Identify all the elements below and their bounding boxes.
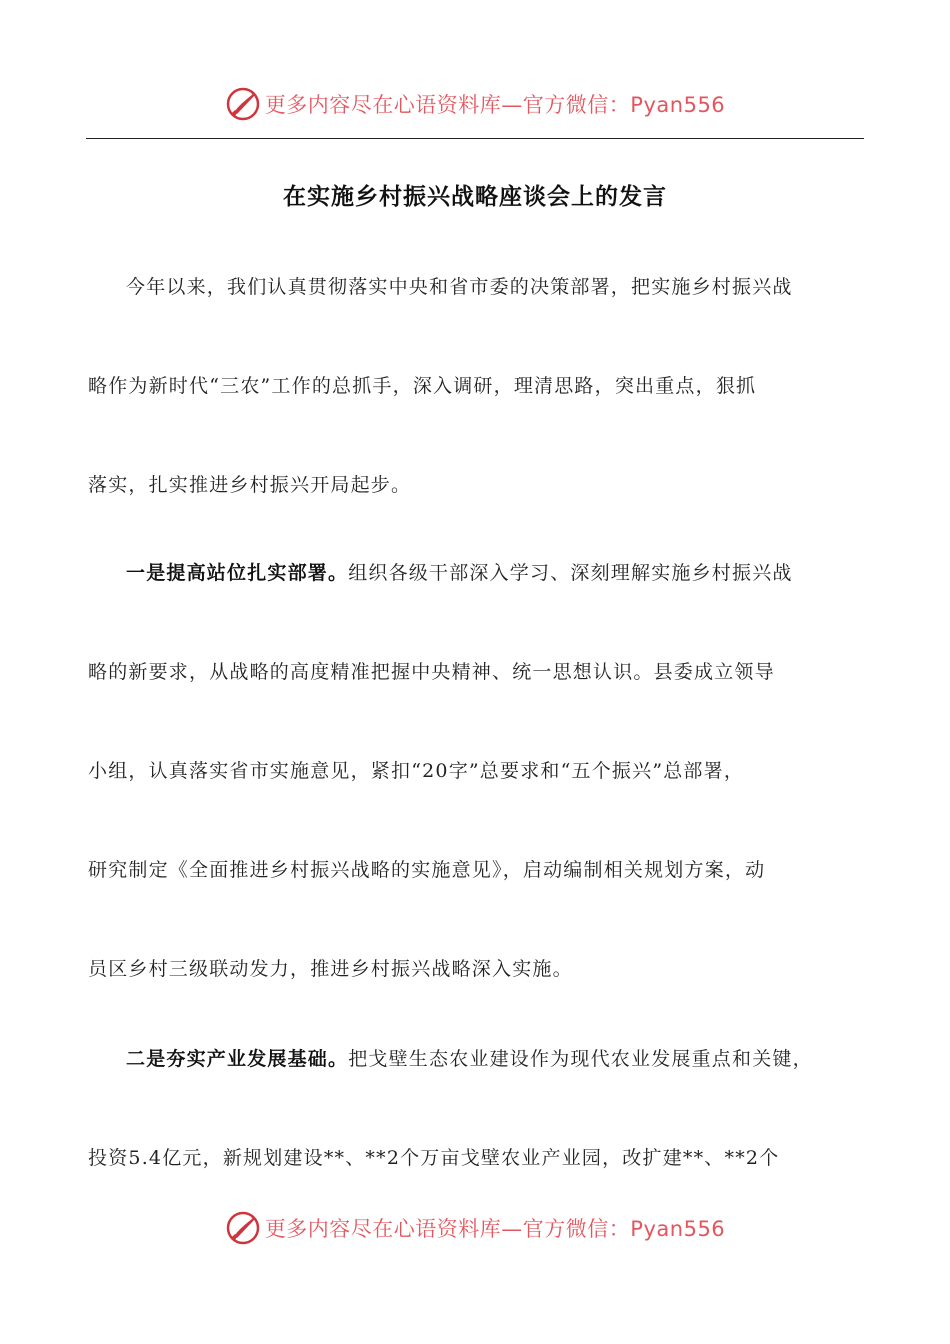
paragraph-point-one [88,524,864,1019]
banner-text: 更多内容尽在心语资料库—官方微信：Pyan556 [264,1217,726,1241]
quill-pen-seal-icon [225,86,261,122]
text-line: 投资5.4亿元，新规划建设**、**2个万亩戈壁农业产业园，改扩建**、**2个 [88,1147,780,1169]
text-line: 小组，认真落实省市实施意见，紧扣“20字”总要求和“五个振兴”总部署， [88,760,745,782]
paragraph-intro [88,238,864,535]
text-line [88,1010,864,1109]
footer-banner [0,1208,950,1248]
quill-pen-seal-icon [225,1210,261,1246]
text-line: 略的新要求，从战略的高度精准把握中央精神、统一思想认识。县委成立领导 [88,661,775,683]
text-line [88,524,864,623]
text-line-rest: 组织各级干部深入学习、深刻理解实施乡村振兴战 [348,562,793,584]
text-line: 略作为新时代“三农”工作的总抓手，深入调研，理清思路，突出重点，狠抓 [88,375,757,397]
text-line: 今年以来，我们认真贯彻落实中央和省市委的决策部署，把实施乡村振兴战 [126,276,793,298]
paragraph-point-two [88,1010,864,1208]
paragraph-lead: 一是提高站位扎实部署。 [126,562,349,584]
paragraph-lead: 二是夯实产业发展基础。 [126,1048,349,1070]
header-divider [86,138,864,139]
text-line-rest: 把戈壁生态农业建设作为现代农业发展重点和关键， [348,1048,813,1070]
text-line: 落实，扎实推进乡村振兴开局起步。 [88,474,412,496]
banner-text: 更多内容尽在心语资料库—官方微信：Pyan556 [264,93,726,117]
document-title: 在实施乡村振兴战略座谈会上的发言 [283,184,667,210]
text-line: 员区乡村三级联动发力，推进乡村振兴战略深入实施。 [88,958,573,980]
header-banner [0,84,950,124]
text-line: 研究制定《全面推进乡村振兴战略的实施意见》，启动编制相关规划方案，动 [88,859,766,881]
